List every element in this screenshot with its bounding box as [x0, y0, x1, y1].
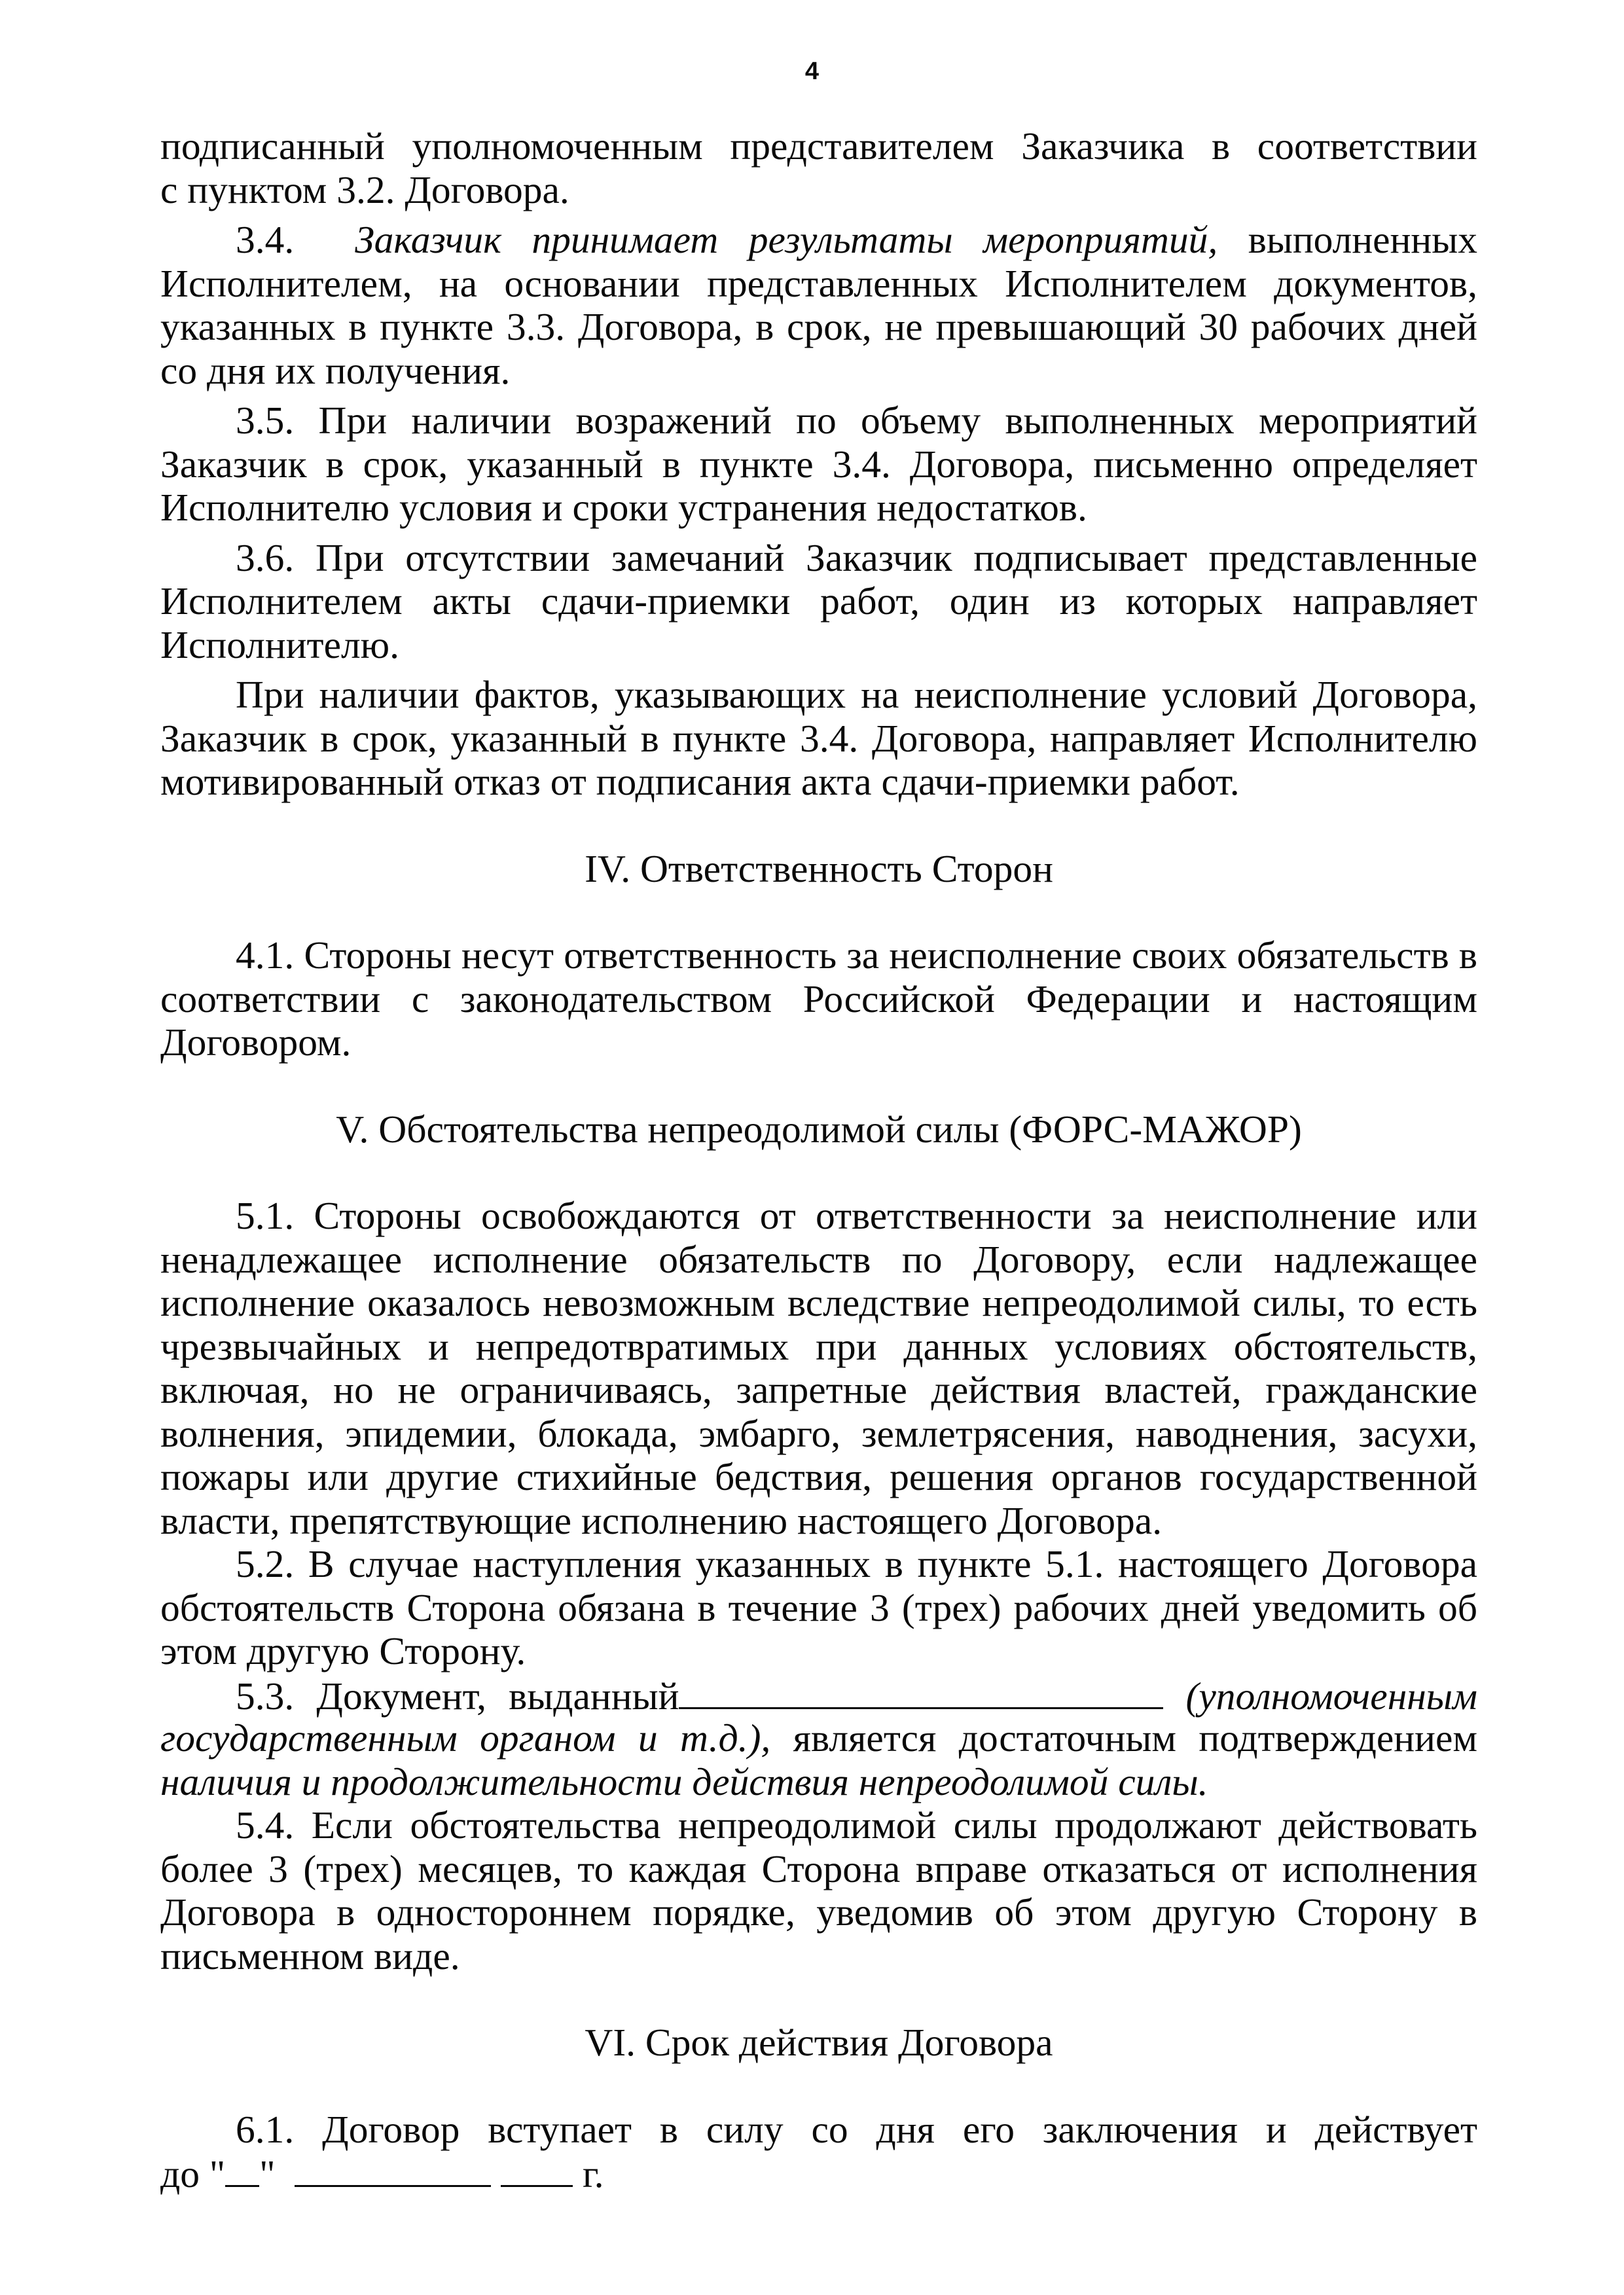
- text-line: [160, 2151, 1477, 2195]
- text-line: письменном виде.: [160, 1934, 460, 1978]
- text-line: Договора в одностороннем порядке, уведомив об этом другую Сторону в: [160, 1890, 1477, 1934]
- text-line: более 3 (трех) месяцев, то каждая Сторона вправе отказаться от исполнения: [160, 1847, 1477, 1890]
- text-line: [160, 1673, 1477, 1717]
- text-line: Исполнителем, на основании представленных Исполнителем документов,: [160, 261, 1477, 305]
- text-line: 3.6. При отсутствии замечаний Заказчик подписывает представленные: [236, 535, 1477, 579]
- text-line: 5.4. Если обстоятельства непреодолимой силы продолжают действовать: [236, 1803, 1477, 1847]
- text-fragment: выполненных: [1248, 218, 1477, 261]
- text-line: власти, препятствующие исполнению настоящего Договора.: [160, 1498, 1163, 1542]
- text-line: [160, 1760, 1477, 1804]
- italic-text: наличия и продолжительности действия непреодолимой силы.: [160, 1760, 1208, 1803]
- page-number: 4: [804, 58, 820, 85]
- paragraph-5-3: [160, 1673, 1477, 1804]
- text-line: исполнение оказалось невозможным вследствие непреодолимой силы, то есть: [160, 1281, 1477, 1324]
- document-body: [160, 124, 1477, 2195]
- text-line: волнения, эпидемии, блокада, эмбарго, землетрясения, наводнения, засухи,: [160, 1411, 1477, 1455]
- paragraph-3-5: [160, 399, 1477, 530]
- text-line: со дня их получения.: [160, 348, 511, 392]
- text-line: 5.1. Стороны освобождаются от ответственности за неисполнение или: [236, 1194, 1477, 1237]
- paragraph-5-1: [160, 1194, 1477, 1542]
- text-line: включая, но не ограничиваясь, запретные действия властей, гражданские: [160, 1368, 1477, 1411]
- text-line: Исполнителем акты сдачи-приемки работ, один из которых направляет: [160, 579, 1477, 623]
- section-heading-4: IV. Ответственность Сторон: [585, 846, 1053, 890]
- text-fragment: является достаточным подтверждением: [793, 1716, 1478, 1760]
- text-line: ненадлежащее исполнение обязательств по Договору, если надлежащее: [160, 1237, 1477, 1281]
- paragraph-5-4: [160, 1803, 1477, 1978]
- text-fragment: г.: [582, 2152, 604, 2196]
- text-line: Исполнителю.: [160, 623, 399, 666]
- italic-text: (уполномоченным: [1185, 1674, 1478, 1718]
- blank-line: [679, 1673, 1163, 1709]
- text-fragment: до ": [160, 2152, 226, 2196]
- text-line: с пунктом 3.2. Договора.: [160, 168, 569, 211]
- blank-day: [225, 2151, 259, 2187]
- italic-text: государственным органом и т.д.),: [160, 1716, 771, 1760]
- text-line: 4.1. Стороны несут ответственность за неисполнение своих обязательств в: [236, 933, 1477, 977]
- clause-number: 3.4.: [236, 218, 295, 261]
- text-fragment: ": [259, 2152, 276, 2196]
- paragraph-3-6: [160, 536, 1477, 667]
- text-line: пожары или другие стихийные бедствия, решения органов государственной: [160, 1455, 1477, 1498]
- paragraph-3-6-continued: [160, 673, 1477, 804]
- paragraph-3-4: [160, 218, 1477, 392]
- text-line: мотивированный отказ от подписания акта сдачи-приемки работ.: [160, 760, 1240, 803]
- paragraph-6-1: [160, 2108, 1477, 2195]
- blank-month: [295, 2151, 491, 2187]
- text-line: Договором.: [160, 1021, 352, 1064]
- section-heading-6: VI. Срок действия Договора: [585, 2021, 1053, 2064]
- paragraph-5-2: [160, 1542, 1477, 1673]
- text-line: 5.2. В случае наступления указанных в пункте 5.1. настоящего Договора: [236, 1542, 1477, 1585]
- blank-year: [501, 2151, 573, 2187]
- text-line: указанных в пункте 3.3. Договора, в срок, не превышающий 30 рабочих дней: [160, 305, 1477, 348]
- text-line: соответствии с законодательством Российской Федерации и настоящим: [160, 977, 1477, 1021]
- text-line: подписанный уполномоченным представителем Заказчика в соответствии: [160, 124, 1477, 168]
- text-line: чрезвычайных и непредотвратимых при данных условиях обстоятельств,: [160, 1324, 1477, 1368]
- text-line: Заказчик в срок, указанный в пункте 3.4. Договора, письменно определяет: [160, 442, 1477, 486]
- italic-text: Заказчик принимает результаты мероприятий,: [355, 218, 1218, 261]
- text-line: Заказчик в срок, указанный в пункте 3.4. Договора, направляет Исполнителю: [160, 716, 1477, 760]
- paragraph-continuation: [160, 124, 1477, 211]
- text-line: 3.5. При наличии возражений по объему выполненных мероприятий: [236, 399, 1477, 442]
- text-line: 6.1. Договор вступает в силу со дня его заключения и действует: [236, 2107, 1477, 2151]
- text-line: обстоятельств Сторона обязана в течение 3 (трех) рабочих дней уведомить об: [160, 1585, 1477, 1629]
- text-line: [160, 1716, 1477, 1760]
- section-heading-5: V. Обстоятельства непреодолимой силы (ФОРС-МАЖОР): [336, 1107, 1302, 1151]
- text-line: [160, 218, 1477, 262]
- text-fragment: 5.3. Документ, выданный: [236, 1674, 679, 1718]
- text-line: этом другую Сторону.: [160, 1629, 526, 1672]
- text-line: Исполнителю условия и сроки устранения недостатков.: [160, 486, 1087, 529]
- text-line: При наличии фактов, указывающих на неисполнение условий Договора,: [236, 673, 1477, 716]
- paragraph-4-1: [160, 933, 1477, 1064]
